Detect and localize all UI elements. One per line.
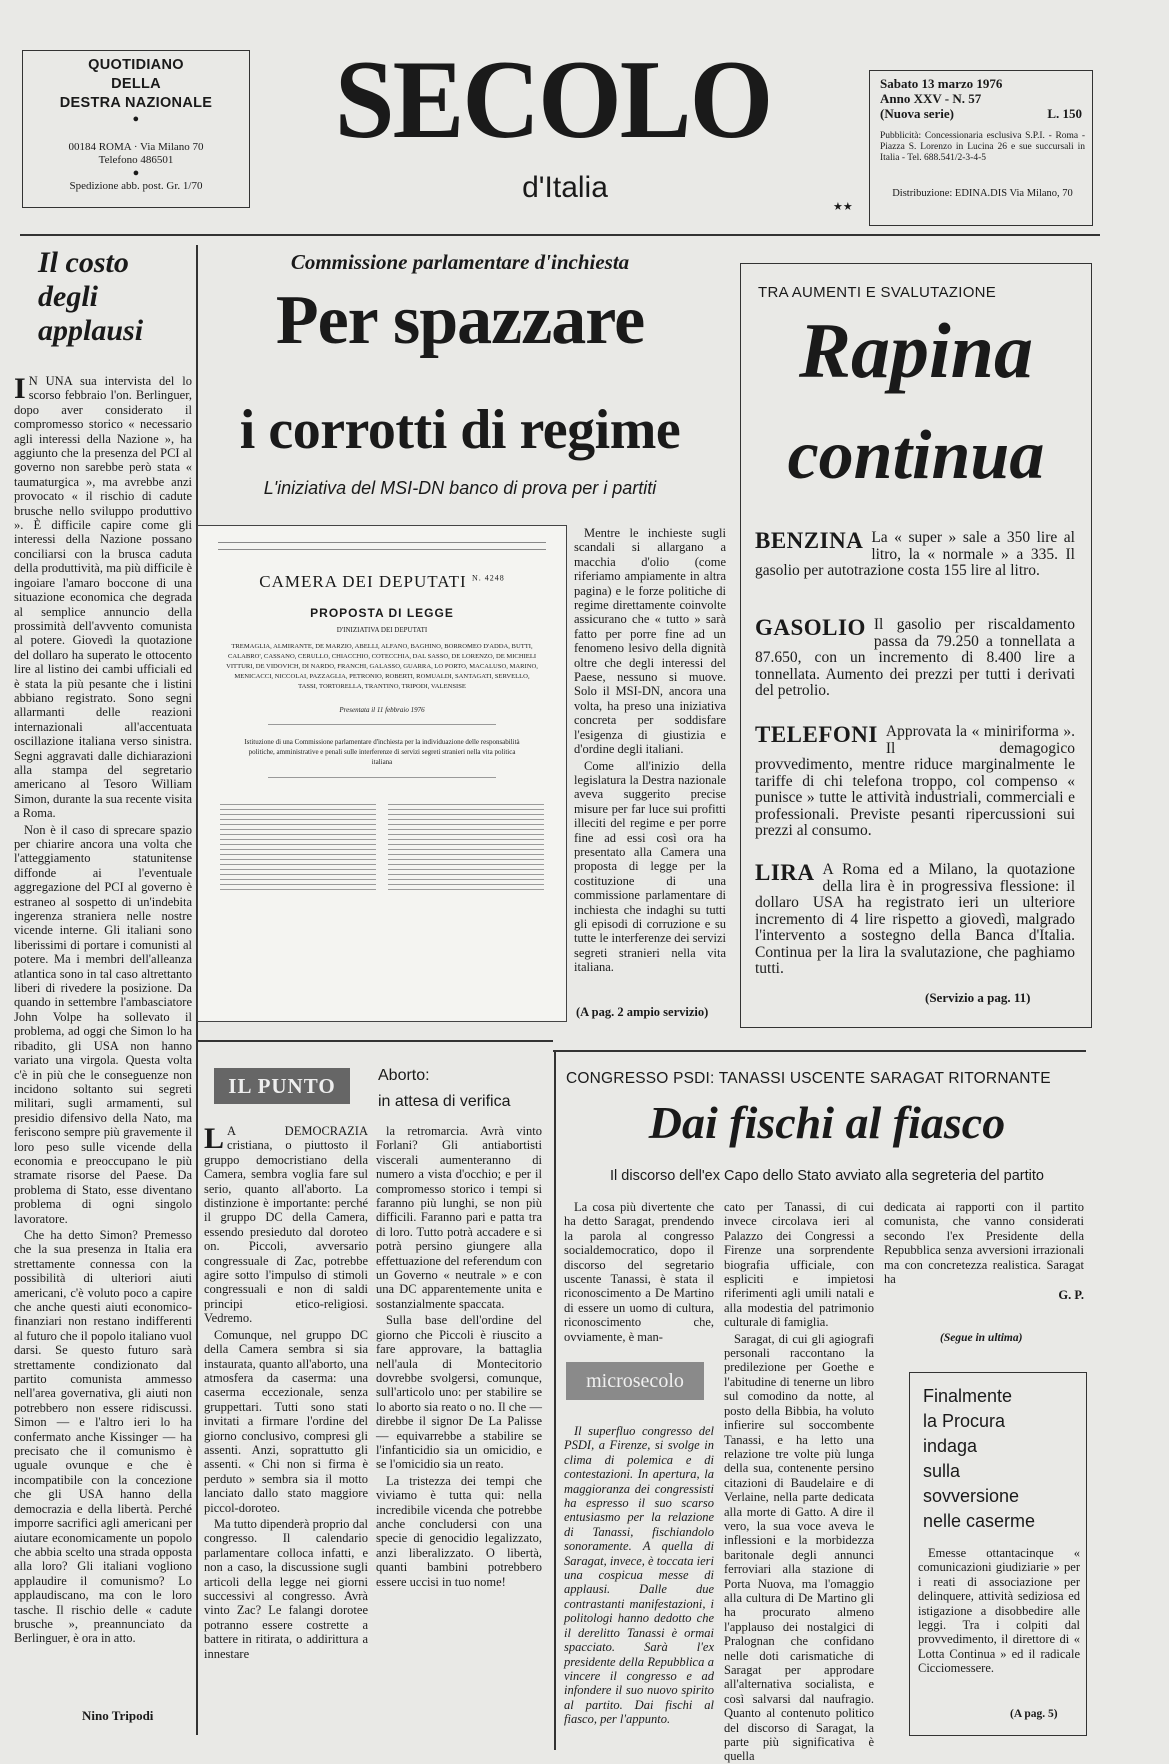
editorial-title-l1: Il costo bbox=[38, 246, 129, 279]
masthead-left-line2: DELLA bbox=[111, 76, 161, 92]
rapina-continuation: (Servizio a pag. 11) bbox=[925, 990, 1031, 1005]
main-paragraph: Mentre le inchieste sugli scandali si allargano a macchia d'olio (come riferiamo ampiamente in altra pagina) e le forze politiche di regime direttamente coinvolte assicurano che « tutto » sarà fatto per porre fine ad un fenomeno lesivo della dignità oltre che degli interessi del Paese, nessuno si muove. Solo il MSI-DN, ancora una volta, ha preso una iniziativa concreta per soddisfare l'esigenza di giustizia e d'ordine degli italiani. bbox=[574, 526, 726, 757]
rapina-item-text: La « super » sale a 350 lire al litro, la « normale » a 335. Il gasolio per autotrazione costa 155 lire al litro. bbox=[755, 529, 1075, 579]
newspaper-subtitle: d'Italia bbox=[522, 171, 608, 204]
il-punto-label: IL PUNTO bbox=[214, 1068, 350, 1104]
masthead-left-line1: QUOTIDIANO bbox=[88, 57, 184, 73]
il-punto-title-l1: Aborto: bbox=[378, 1067, 430, 1084]
il-punto-paragraph: Sulla base dell'ordine del giorno che Piccoli è riuscito a fare approvare, la battaglia nell'aula di Montecitorio dovrebbe svolgersi, comunque, sull'articolo uno: per stabilire se lo aborto sia reato o no. Il che — direbbe il signor De La Palisse — equivarrebbe a stabilire se l'infanticidio sia un omicidio, e se l'omicidio sia un reato. bbox=[376, 1313, 542, 1472]
congresso-signature: G. P. bbox=[1058, 1288, 1084, 1303]
editorial-paragraph: Non è il caso di sprecare spazio per chiarire ancora una volta che l'atteggiamento statunitense diffonde ai l'eventuale aggregazione del PCI al governo è estraneo al sospetto di un'indebita ingerenza straniera nelle nostre vicende interne. Gli italiani sono liberissimi di portare i comunisti al potere. Ma i membri dell'alleanza atlantica sono in tal caso altrettanto liberi di rivedere la posizione. Da quando in settembre l'ambasciatore John Volpe ha sollevato il problema, ad oggi che Simon lo ha ribadito, gli USA non hanno variato una virgola. Questa volta c'è in più che le conseguenze non incidono soltanto sui segreti militari, sugli armamenti, sul presidio difensivo della Nato, ma feriscono sempre più gravemente il loro peso sulle vicende della economia e preoccupano le più stramate risorse del Paese. Da problema di Stato, esse diventano problema di ogni singolo lavoratore. bbox=[14, 822, 192, 1226]
procura-headline-l3: indaga bbox=[923, 1436, 978, 1456]
procura-headline-l4: sulla bbox=[923, 1461, 961, 1481]
microsecolo-body bbox=[564, 1424, 714, 1744]
microsecolo-label: microsecolo bbox=[566, 1362, 704, 1400]
rapina-item-lead: BENZINA bbox=[755, 528, 864, 553]
procura-continuation: (A pag. 5) bbox=[1010, 1708, 1058, 1720]
il-punto-dropcap: L bbox=[204, 1122, 225, 1155]
il-punto-paragraph: la retromarcia. Avrà vinto Forlani? Gli antiabortisti viscerali aumenteranno di numero a vista d'occhio; e per il compromesso storico i tempi si faranno più lunghi, se non più difficili. Faranno pari e patta tra di loro. Tutto potrà accadere e si potrà persino giungere alla effettuazione del referendum con un Governo « neutrale » e con una DC apparentemente unita e sostanzialmente spaccata. bbox=[376, 1124, 542, 1311]
main-subhead: L'iniziativa del MSI-DN banco di prova per i partiti bbox=[263, 478, 657, 498]
il-punto-col1 bbox=[204, 1124, 368, 1684]
il-punto-paragraph: Comunque, nel gruppo DC della Camera sembra si sia instaurata, quanto all'aborto, una atmosfera da caserma: una caserma eccezionale, senza gruppettari. Tutti sono stati invitati a firmare l'ordine del giorno conclusivo, compresi gli assenti. Anzi, soprattutto gli assenti. « Chi non si firma è perduto » sembra sia il motto lanciato dallo stato maggiore piccol-doroteo. bbox=[204, 1327, 368, 1515]
doc-initiative: D'INIZIATIVA DEI DEPUTATI bbox=[336, 626, 428, 634]
main-paragraph: Come all'inizio della legislatura la Destra nazionale aveva suggerito precise misure per far luce sui profitti illeciti del regime e per porre fine ad essi così ora ha presentato alla Camera una proposta di legge per la costituzione di una commissione parlamentare di inchiesta che indaghi su tutti gli episodi di corruzione e su tutte le interferenze dei servizi segreti stranieri nella vita italiana. bbox=[574, 758, 727, 975]
congresso-paragraph: cato per Tanassi, di cui invece circolava ieri al Palazzo dei Congressi a Firenze una sorprendente biografia ufficiale, con espliciti e impietosi riferimenti agli umili natali e alla modestia del patrimonio culturale di famiglia. bbox=[724, 1200, 874, 1330]
congresso-kicker: CONGRESSO PSDI: TANASSI USCENTE SARAGAT RITORNANTE bbox=[566, 1070, 1051, 1087]
masthead-left-line3: DESTRA NAZIONALE bbox=[59, 95, 213, 111]
congresso-paragraph: Saragat, di cui gli agiografi personali raccontano la predilezione per Goethe e l'abitudine di tenerne un libro sul comodino da notte, al posto della Bibbia, ha voluto infierire sul soccombente Tanassi, e ha letto una relazione tre volte più lunga della sua, contenente persino citazioni di Baudelaire e di Verlaine, nella parte dedicata alla morte di Gatto. A dire il vero, la sua voce aveva le inflessioni e la morbidezza baritonale degli annunci ferroviari alla stazione di Porta Nuova, ma l'omaggio alla cultura di De Martino gli ha procurato almeno l'applauso dei nostalgici di Pralognan che confidano nelle doti carismatiche di Saragat per approdare all'alternativa socialista, e così salvarsi dal naufragio. Quanto al contenuto politico del discorso di Saragat, la parte più significativa è quella bbox=[724, 1331, 874, 1764]
procura-headline-l5: sovversione bbox=[923, 1486, 1020, 1506]
congresso-col1 bbox=[564, 1200, 714, 1344]
editorial-title-l2: degli bbox=[38, 280, 98, 313]
main-kicker: Commissione parlamentare d'inchiesta bbox=[290, 250, 630, 274]
editorial-author: Nino Tripodi bbox=[82, 1708, 154, 1723]
editorial-title bbox=[38, 246, 178, 348]
editorial-title-l3: applausi bbox=[38, 314, 144, 347]
main-headline-l2: i corrotti di regime bbox=[239, 399, 681, 461]
procura-text: Emesse ottantacinque « comunicazioni giudiziarie » per i reati di associazione per delinquere, attività sediziosa ed istigazione a disobbedire alle leggi. Tra i colpiti dal provvedimento, il direttore di « Lotta Continua » ed il radicale Cicciomessere. bbox=[918, 1546, 1080, 1676]
masthead-phone: Telefono 486501 bbox=[98, 154, 174, 166]
rapina-item-benzina bbox=[755, 530, 1075, 580]
il-punto-title-l2: in attesa di verifica bbox=[378, 1093, 511, 1110]
bullet-icon: ● bbox=[132, 167, 140, 179]
microsecolo-text: Il superfluo congresso del PSDI, a Firenze, si svolge in clima di polemica e di contestazioni. In apertura, la maggioranza dei congressisti ha espresso il suo scarso entusiasmo per la relazione di Tanassi, fischiandolo sonoramente. A quella di Saragat, invece, è toccata ieri una cospicua messe di applausi. Dalle due contrastanti manifestazioni, i politologi hanno dedotto che il derelitto Tanassi è ormai spacciato. Sarà l'ex presidente della Repubblica a vincere il congresso e ad infondere il suo nuovo spirito al partito. Dai fischi al fiasco, per l'appunto. bbox=[564, 1424, 714, 1727]
congresso-paragraph: dedicata ai rapporti con il partito comunista, che vanno considerati secondo l'ex Presidente della Repubblica senza avversioni irrazionali ma con concretezza realistica. Saragat ha bbox=[884, 1200, 1084, 1287]
rapina-item-text: Il gasolio per riscaldamento passa da 79.250 a tonnellata a 87.650, con un incremento di 8.400 lire a tonnellata. Aumento dei prezzi per tutti i derivati del petrolio. bbox=[755, 616, 1075, 699]
rapina-item-text: A Roma ed a Milano, la quotazione della lira è in progressiva flessione: il dollaro USA ha registrato ieri un ulteriore incremento di 4 lire rispetto a giovedì, malgrado l'intervento a sostegno della Banca d'Italia. Continua per la lira la svalutazione, che paghiamo tutti. bbox=[755, 861, 1075, 977]
rapina-item-lira bbox=[755, 862, 1075, 978]
congresso-headline: Dai fischi al fiasco bbox=[648, 1097, 1006, 1148]
masthead-right-text bbox=[880, 76, 1082, 121]
rapina-item-lead: GASOLIO bbox=[755, 615, 866, 640]
rapina-headline-l2: continua bbox=[787, 417, 1045, 494]
editorial-dropcap: I bbox=[14, 372, 26, 405]
stars-icon: ★★ bbox=[833, 201, 853, 213]
procura-body bbox=[918, 1546, 1080, 1706]
procura-headline-l1: Finalmente bbox=[923, 1386, 1013, 1406]
main-body bbox=[574, 526, 726, 998]
doc-title: Istituzione di una Commissione parlamentare d'inchiesta per la individuazione delle responsabilità politiche, amministrative e penali sulle interferenze di servizi segreti stranieri nella vita politica italiana bbox=[244, 738, 520, 766]
doc-body-text-lines bbox=[220, 800, 544, 890]
procura-headline-l2: la Procura bbox=[923, 1411, 1006, 1431]
masthead-postal: Spedizione abb. post. Gr. 1/70 bbox=[69, 180, 203, 192]
rapina-item-gasolio bbox=[755, 617, 1075, 700]
rapina-kicker: TRA AUMENTI E SVALUTAZIONE bbox=[758, 284, 997, 301]
issue-year: Anno XXV - N. 57 bbox=[880, 91, 982, 106]
il-punto-title bbox=[378, 1063, 511, 1115]
section-rule bbox=[553, 1050, 1086, 1052]
rapina-item-text: Approvata la « miniriforma ». Il demagogico provvedimento, mentre riduce marginalmente le tariffe di chi telefona troppo, col compenso « punisce » tutte le attività industriali, commerciali e professionali. Previste pesanti ripercussioni sui prezzi al consumo. bbox=[755, 723, 1075, 839]
masthead-address-block bbox=[22, 141, 250, 193]
doc-chamber: CAMERA DEI DEPUTATI bbox=[259, 572, 467, 591]
il-punto-paragraph: Ma tutto dipenderà proprio dal congresso. Il calendario parlamentare colloca infatti, e non a caso, la discussione sugli articoli della legge nei giorni successivi al congresso. Avrà vinto Zac? Le falangi dorotee potranno essere costrette a battere in ritirata, o addirittura a innestare bbox=[204, 1516, 368, 1661]
masthead-rule bbox=[20, 234, 1100, 236]
bullet-icon: ● bbox=[132, 113, 140, 125]
doc-number: N. 4248 bbox=[471, 573, 505, 583]
issue-price: L. 150 bbox=[1047, 106, 1082, 121]
masthead-ads: Pubblicità: Concessionaria esclusiva S.P.I. - Roma - Piazza S. Lorenzo in Lucina 26 e sue succursali in Italia - Tel. 688.541/2-3-4-5 bbox=[880, 131, 1085, 163]
doc-date: Presentata il 11 febbraio 1976 bbox=[339, 706, 425, 714]
congresso-continuation: (Segue in ultima) bbox=[940, 1332, 1023, 1344]
congresso-col2 bbox=[724, 1200, 874, 1764]
doc-deputies: TREMAGLIA, ALMIRANTE, DE MARZIO, ABELLI, ALFANO, BAGHINO, BORROMEO D'ADDA, BUTTI, CALABRO', CASSANO, CERULLO, CHIACCHIO, COTECCHIA, DAL SASSO, DE LORENZO, DE MICHIELI VITTURI, DE VIDOVICH, DI NARDO, FRANCHI, GALASSO, GUARRA, LO PORTO, MACALUSO, MARINO, MENICACCI, NICCOLAI, PAZZAGLIA, PETRONIO, ROBERTI, ROMUALDI, SANTAGATI, SERVELLO, TASSI, TORTORELLA, TRANTINO, TRIPODI, VALENSISE bbox=[226, 643, 538, 690]
rapina-item-lead: TELEFONI bbox=[755, 722, 878, 747]
masthead-left-text bbox=[22, 56, 250, 125]
issue-date: Sabato 13 marzo 1976 bbox=[880, 76, 1003, 91]
rapina-item-telefoni bbox=[755, 724, 1075, 840]
procura-headline-l6: nelle caserme bbox=[923, 1511, 1036, 1531]
procura-headline bbox=[923, 1384, 1083, 1534]
rapina-item-lead: LIRA bbox=[755, 860, 815, 885]
masthead-address: 00184 ROMA · Via Milano 70 bbox=[68, 141, 204, 153]
editorial-paragraph: N UNA sua intervista del lo scorso febbraio l'on. Berlinguer, dopo aver considerato il compromesso storico « necessario agli interessi della Nazione », ha aggiunto che la presenza del PCI al governo non sarebbe però stata « taumaturgica », ma avrebbe anzi provocato « il rischio di cadute brusche nello sviluppo produttivo ». È difficile capire come gli interessi della Nazione possano conciliarsi con la brusca caduta della produttività, ma più difficile è ingoiare l'amaro boccone di una situazione economica che degrada al semplice annuncio della prossimità dell'avvento comunista al potere. Giovedì la quotazione del dollaro ha superato le ottocento lire al listino dei cambi ufficiali ed è stata la più pesante che i listini abbiano registrato. Sono segni allarmanti delle reazioni internazionali all'accentuata oscillazione italiana verso sinistra. Segni aggravati dalle dichiarazioni alla stampa del segretario americano al Tesoro William Simon, durante la sua recente visita a Roma. bbox=[14, 374, 192, 821]
main-continuation: (A pag. 2 ampio servizio) bbox=[576, 1005, 709, 1019]
il-punto-paragraph: A DEMOCRAZIA cristiana, o piuttosto il gruppo democristiano della Camera, sembra voglia fare sul serio, quanto all'aborto. La distinzione è importante: perché il gruppo DC della Camera, essendo presieduto dal doroteo on. Piccoli, avversario congressuale di Zac, potrebbe agire sotto l'impulso di stimoli congressuali e non di saldi principi etico-religiosi. Vedremo. bbox=[204, 1124, 368, 1326]
doc-proposal: PROPOSTA DI LEGGE bbox=[310, 606, 454, 620]
bill-document-image bbox=[197, 525, 567, 1022]
il-punto-paragraph: La tristezza dei tempi che viviamo è tutta qui: nella incredibile vicenda che potrebbe anche concludersi con una specie di genocidio legalizzato, anzi liberalizzato. O libertà, quanti bambini potrebbero essere uccisi in tuo nome! bbox=[376, 1473, 542, 1589]
congresso-paragraph: La cosa più divertente che ha detto Saragat, prendendo la parola al congresso socialdemocratico, dopo il discorso del segretario uscente Tanassi, è stata il riconoscimento a De Martino di essere un uomo di cultura, riconoscimento che, ovviamente, è man- bbox=[564, 1200, 714, 1344]
congresso-subhead: Il discorso dell'ex Capo dello Stato avviato alla segreteria del partito bbox=[610, 1168, 1044, 1184]
congresso-col3 bbox=[884, 1200, 1084, 1320]
section-rule bbox=[197, 1040, 553, 1042]
editorial-body bbox=[14, 374, 192, 1674]
editorial-paragraph: Che ha detto Simon? Premesso che la sua presenza in Italia era strettamente connessa con la possibilità di ulteriori aiuti americani, c'è voluto poco a capire che anche questi aiuti economico-finanziari non restano indifferenti al futuro che il popolo italiano vuol darsi. Se questo futuro sarà strettamente condizionato dal partito comunista ammesso nell'area governativa, gli aiuti non potrebbero non essere ridiscussi. Simon — e l'altro ieri lo ha confermato anche Kissinger — ha precisato che il comunismo è uguale ovunque e che è incompatibile con la concezione che gli USA hanno della democrazia e della libertà. Perché imporre sacrifici agli americani per aiutare economicamente un popolo che abbia scelto una strada opposta alla loro? Gli italiani vogliono applaudire il comunismo? Lo applaudiscano, ma con le loro tasche. Il rischio delle « cadute brusche », preannunciato da Berlinguer, è ora in atto. bbox=[14, 1227, 192, 1646]
issue-series: (Nuova serie) bbox=[880, 106, 955, 121]
column-rule bbox=[554, 1050, 556, 1750]
main-headline-l1: Per spazzare bbox=[275, 282, 645, 359]
newspaper-title: SECOLO bbox=[334, 38, 772, 162]
rapina-headline-l1: Rapina bbox=[798, 307, 1034, 394]
il-punto-col2 bbox=[376, 1124, 542, 1684]
masthead-distribution: Distribuzione: EDINA.DIS Via Milano, 70 bbox=[892, 188, 1073, 199]
